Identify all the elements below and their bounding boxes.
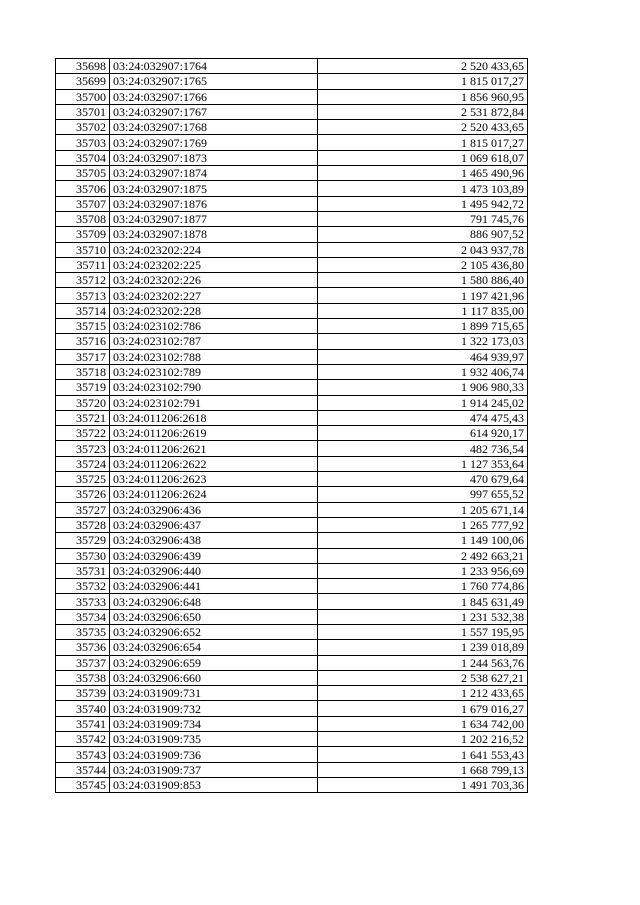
value-cell: 1 634 742,00 xyxy=(318,716,528,731)
cadastral-number-cell: 03:24:031909:734 xyxy=(110,716,318,731)
value-cell: 1 495 942,72 xyxy=(318,196,528,211)
row-number-cell: 35720 xyxy=(56,395,110,410)
table-row xyxy=(56,701,528,716)
row-number-cell: 35708 xyxy=(56,211,110,226)
table-row xyxy=(56,456,528,471)
cadastral-number-cell: 03:24:032906:660 xyxy=(110,670,318,685)
table-row xyxy=(56,472,528,487)
row-number-cell: 35718 xyxy=(56,364,110,379)
row-number-cell: 35714 xyxy=(56,303,110,318)
table-row xyxy=(56,135,528,150)
table-row xyxy=(56,716,528,731)
table-row xyxy=(56,181,528,196)
cadastral-number-cell: 03:24:023102:787 xyxy=(110,334,318,349)
table-row xyxy=(56,227,528,242)
row-number-cell: 35727 xyxy=(56,502,110,517)
row-number-cell: 35713 xyxy=(56,288,110,303)
value-cell: 2 492 663,21 xyxy=(318,548,528,563)
value-cell: 2 105 436,80 xyxy=(318,257,528,272)
table-row xyxy=(56,487,528,502)
row-number-cell: 35734 xyxy=(56,609,110,624)
row-number-cell: 35733 xyxy=(56,594,110,609)
cadastral-number-cell: 03:24:032906:654 xyxy=(110,640,318,655)
value-cell: 1 679 016,27 xyxy=(318,701,528,716)
cadastral-number-cell: 03:24:032907:1873 xyxy=(110,150,318,165)
table-row xyxy=(56,777,528,792)
row-number-cell: 35737 xyxy=(56,655,110,670)
row-number-cell: 35701 xyxy=(56,104,110,119)
cadastral-number-cell: 03:24:023102:789 xyxy=(110,364,318,379)
table-row xyxy=(56,410,528,425)
row-number-cell: 35709 xyxy=(56,227,110,242)
value-cell: 886 907,52 xyxy=(318,227,528,242)
row-number-cell: 35711 xyxy=(56,257,110,272)
cadastral-number-cell: 03:24:031909:735 xyxy=(110,732,318,747)
row-number-cell: 35729 xyxy=(56,533,110,548)
row-number-cell: 35702 xyxy=(56,120,110,135)
value-cell: 1 233 956,69 xyxy=(318,563,528,578)
cadastral-number-cell: 03:24:031909:737 xyxy=(110,762,318,777)
table-row xyxy=(56,762,528,777)
cadastral-number-cell: 03:24:023202:226 xyxy=(110,273,318,288)
value-cell: 1 491 703,36 xyxy=(318,777,528,792)
row-number-cell: 35745 xyxy=(56,777,110,792)
table-body xyxy=(56,59,528,793)
value-cell: 1 239 018,89 xyxy=(318,640,528,655)
value-cell: 1 322 173,03 xyxy=(318,334,528,349)
value-cell: 1 815 017,27 xyxy=(318,74,528,89)
row-number-cell: 35743 xyxy=(56,747,110,762)
cadastral-number-cell: 03:24:032907:1878 xyxy=(110,227,318,242)
table-row xyxy=(56,548,528,563)
cadastral-number-cell: 03:24:032907:1769 xyxy=(110,135,318,150)
value-cell: 1 205 671,14 xyxy=(318,502,528,517)
value-cell: 2 520 433,65 xyxy=(318,59,528,74)
cadastral-number-cell: 03:24:032907:1765 xyxy=(110,74,318,89)
cadastral-number-cell: 03:24:011206:2621 xyxy=(110,441,318,456)
table-row xyxy=(56,441,528,456)
value-cell: 2 538 627,21 xyxy=(318,670,528,685)
table-row xyxy=(56,349,528,364)
cadastral-number-cell: 03:24:031909:736 xyxy=(110,747,318,762)
table-row xyxy=(56,655,528,670)
table-row xyxy=(56,380,528,395)
row-number-cell: 35731 xyxy=(56,563,110,578)
value-cell: 474 475,43 xyxy=(318,410,528,425)
cadastral-number-cell: 03:24:032906:652 xyxy=(110,624,318,639)
table-row xyxy=(56,517,528,532)
row-number-cell: 35710 xyxy=(56,242,110,257)
table-row xyxy=(56,196,528,211)
cadastral-number-cell: 03:24:011206:2622 xyxy=(110,456,318,471)
cadastral-number-cell: 03:24:032906:437 xyxy=(110,517,318,532)
table-row xyxy=(56,624,528,639)
cadastral-number-cell: 03:24:023202:224 xyxy=(110,242,318,257)
value-cell: 1 244 563,76 xyxy=(318,655,528,670)
cadastral-number-cell: 03:24:023102:786 xyxy=(110,319,318,334)
cadastral-number-cell: 03:24:032907:1874 xyxy=(110,166,318,181)
row-number-cell: 35742 xyxy=(56,732,110,747)
cadastral-number-cell: 03:24:011206:2618 xyxy=(110,410,318,425)
cadastral-value-table xyxy=(55,58,528,793)
value-cell: 1 117 835,00 xyxy=(318,303,528,318)
table-row xyxy=(56,150,528,165)
table-row xyxy=(56,364,528,379)
table-row xyxy=(56,533,528,548)
value-cell: 1 212 433,65 xyxy=(318,686,528,701)
row-number-cell: 35724 xyxy=(56,456,110,471)
table-row xyxy=(56,242,528,257)
row-number-cell: 35722 xyxy=(56,426,110,441)
value-cell: 791 745,76 xyxy=(318,211,528,226)
row-number-cell: 35721 xyxy=(56,410,110,425)
row-number-cell: 35739 xyxy=(56,686,110,701)
cadastral-number-cell: 03:24:011206:2619 xyxy=(110,426,318,441)
value-cell: 1 856 960,95 xyxy=(318,89,528,104)
cadastral-number-cell: 03:24:032907:1764 xyxy=(110,59,318,74)
cadastral-number-cell: 03:24:023102:790 xyxy=(110,380,318,395)
table-row xyxy=(56,732,528,747)
table-row xyxy=(56,211,528,226)
table-row xyxy=(56,59,528,74)
cadastral-number-cell: 03:24:023202:225 xyxy=(110,257,318,272)
value-cell: 1 473 103,89 xyxy=(318,181,528,196)
table-row xyxy=(56,563,528,578)
row-number-cell: 35723 xyxy=(56,441,110,456)
value-cell: 1 906 980,33 xyxy=(318,380,528,395)
row-number-cell: 35712 xyxy=(56,273,110,288)
table-row xyxy=(56,579,528,594)
value-cell: 1 668 799,13 xyxy=(318,762,528,777)
value-cell: 1 641 553,43 xyxy=(318,747,528,762)
cadastral-number-cell: 03:24:031909:731 xyxy=(110,686,318,701)
table-row xyxy=(56,166,528,181)
row-number-cell: 35741 xyxy=(56,716,110,731)
value-cell: 2 531 872,84 xyxy=(318,104,528,119)
table-row xyxy=(56,104,528,119)
value-cell: 470 679,64 xyxy=(318,472,528,487)
cadastral-number-cell: 03:24:032906:438 xyxy=(110,533,318,548)
cadastral-number-cell: 03:24:032907:1768 xyxy=(110,120,318,135)
cadastral-number-cell: 03:24:032907:1875 xyxy=(110,181,318,196)
cadastral-number-cell: 03:24:032906:650 xyxy=(110,609,318,624)
value-cell: 614 920,17 xyxy=(318,426,528,441)
value-cell: 1 127 353,64 xyxy=(318,456,528,471)
cadastral-number-cell: 03:24:032907:1877 xyxy=(110,211,318,226)
value-cell: 1 202 216,52 xyxy=(318,732,528,747)
value-cell: 464 939,97 xyxy=(318,349,528,364)
row-number-cell: 35744 xyxy=(56,762,110,777)
row-number-cell: 35732 xyxy=(56,579,110,594)
cadastral-number-cell: 03:24:032907:1766 xyxy=(110,89,318,104)
row-number-cell: 35715 xyxy=(56,319,110,334)
value-cell: 1 899 715,65 xyxy=(318,319,528,334)
cadastral-number-cell: 03:24:023202:228 xyxy=(110,303,318,318)
row-number-cell: 35726 xyxy=(56,487,110,502)
table-row xyxy=(56,594,528,609)
row-number-cell: 35698 xyxy=(56,59,110,74)
value-cell: 1 815 017,27 xyxy=(318,135,528,150)
value-cell: 1 845 631,49 xyxy=(318,594,528,609)
table-row xyxy=(56,288,528,303)
row-number-cell: 35703 xyxy=(56,135,110,150)
value-cell: 1 557 195,95 xyxy=(318,624,528,639)
value-cell: 1 265 777,92 xyxy=(318,517,528,532)
row-number-cell: 35736 xyxy=(56,640,110,655)
row-number-cell: 35704 xyxy=(56,150,110,165)
cadastral-number-cell: 03:24:031909:853 xyxy=(110,777,318,792)
cadastral-number-cell: 03:24:032907:1876 xyxy=(110,196,318,211)
row-number-cell: 35705 xyxy=(56,166,110,181)
document-page xyxy=(55,58,528,793)
row-number-cell: 35706 xyxy=(56,181,110,196)
table-row xyxy=(56,257,528,272)
value-cell: 997 655,52 xyxy=(318,487,528,502)
value-cell: 1 149 100,06 xyxy=(318,533,528,548)
row-number-cell: 35699 xyxy=(56,74,110,89)
value-cell: 1 465 490,96 xyxy=(318,166,528,181)
table-row xyxy=(56,74,528,89)
value-cell: 1 231 532,38 xyxy=(318,609,528,624)
cadastral-number-cell: 03:24:032906:441 xyxy=(110,579,318,594)
row-number-cell: 35738 xyxy=(56,670,110,685)
row-number-cell: 35740 xyxy=(56,701,110,716)
table-row xyxy=(56,303,528,318)
table-row xyxy=(56,670,528,685)
value-cell: 2 043 937,78 xyxy=(318,242,528,257)
table-row xyxy=(56,89,528,104)
table-row xyxy=(56,686,528,701)
row-number-cell: 35725 xyxy=(56,472,110,487)
cadastral-number-cell: 03:24:032906:440 xyxy=(110,563,318,578)
cadastral-number-cell: 03:24:032906:436 xyxy=(110,502,318,517)
value-cell: 1 197 421,96 xyxy=(318,288,528,303)
row-number-cell: 35728 xyxy=(56,517,110,532)
cadastral-number-cell: 03:24:011206:2624 xyxy=(110,487,318,502)
table-row xyxy=(56,319,528,334)
cadastral-number-cell: 03:24:031909:732 xyxy=(110,701,318,716)
cadastral-number-cell: 03:24:032907:1767 xyxy=(110,104,318,119)
value-cell: 2 520 433,65 xyxy=(318,120,528,135)
value-cell: 1 760 774,86 xyxy=(318,579,528,594)
table-row xyxy=(56,120,528,135)
row-number-cell: 35717 xyxy=(56,349,110,364)
value-cell: 1 932 406,74 xyxy=(318,364,528,379)
value-cell: 482 736,54 xyxy=(318,441,528,456)
table-row xyxy=(56,334,528,349)
cadastral-number-cell: 03:24:032906:439 xyxy=(110,548,318,563)
row-number-cell: 35730 xyxy=(56,548,110,563)
row-number-cell: 35735 xyxy=(56,624,110,639)
table-row xyxy=(56,426,528,441)
value-cell: 1 069 618,07 xyxy=(318,150,528,165)
table-row xyxy=(56,502,528,517)
table-row xyxy=(56,273,528,288)
cadastral-number-cell: 03:24:023202:227 xyxy=(110,288,318,303)
row-number-cell: 35707 xyxy=(56,196,110,211)
row-number-cell: 35700 xyxy=(56,89,110,104)
cadastral-number-cell: 03:24:032906:659 xyxy=(110,655,318,670)
value-cell: 1 914 245,02 xyxy=(318,395,528,410)
cadastral-number-cell: 03:24:023102:788 xyxy=(110,349,318,364)
cadastral-number-cell: 03:24:011206:2623 xyxy=(110,472,318,487)
row-number-cell: 35716 xyxy=(56,334,110,349)
table-row xyxy=(56,640,528,655)
cadastral-number-cell: 03:24:032906:648 xyxy=(110,594,318,609)
table-row xyxy=(56,747,528,762)
value-cell: 1 580 886,40 xyxy=(318,273,528,288)
table-row xyxy=(56,395,528,410)
table-row xyxy=(56,609,528,624)
row-number-cell: 35719 xyxy=(56,380,110,395)
cadastral-number-cell: 03:24:023102:791 xyxy=(110,395,318,410)
